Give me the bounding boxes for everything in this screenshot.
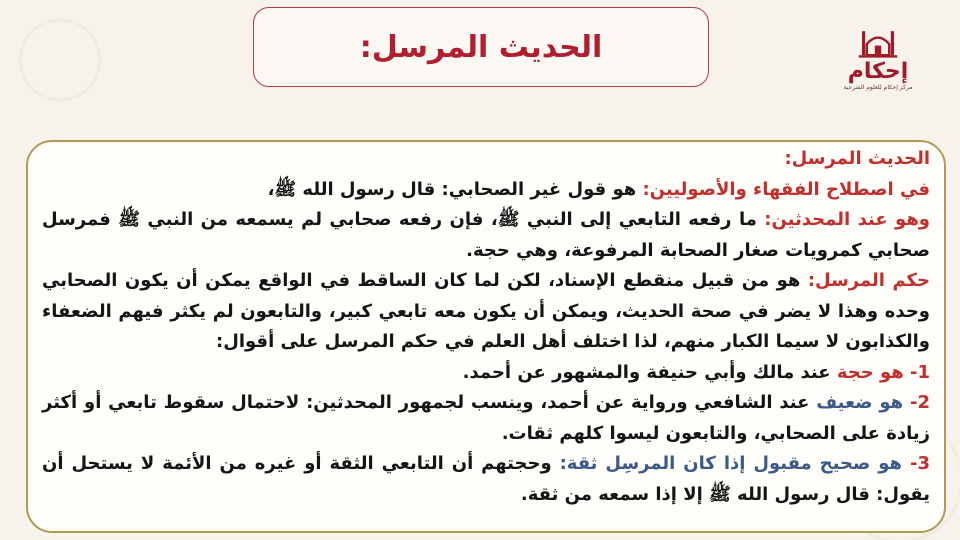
paragraph-2 xyxy=(42,205,930,266)
p1-label: في اصطلاح الفقهاء والأصوليين: xyxy=(642,178,930,200)
logo-mosque-icon xyxy=(850,28,906,60)
list-item-2 xyxy=(42,388,930,449)
item1-text: عند مالك وأبي حنيفة والمشهور عن أحمد. xyxy=(462,361,837,383)
list-item-3 xyxy=(42,449,930,510)
item2-text: عند الشافعي ورواية عن أحمد، وينسب لجمهور المحدثين: لاحتمال سقوط تابعي أو أكثر زيادة على الصحابي، والتابعون ليسوا كلهم ثقات. xyxy=(42,392,930,444)
logo-subtitle: مركز إحكام للعلوم الشرعية xyxy=(843,84,913,91)
p3-text: هو من قبيل منقطع الإسناد، لكن لما كان الساقط في الواقع يمكن أن يكون الصحابي وحده وهذا لا يضر في صحة الحديث، ويمكن أن يكون معه تابعي كبير، والتابعون لم يكثر فيهم الضعفاء والكذابون لا سيما الكبار منهم، لذا اختلف أهل العلم في حكم المرسل على أقوال: xyxy=(42,270,930,352)
item1-number: 1- xyxy=(903,361,930,383)
list-item-1 xyxy=(42,358,930,389)
paragraph-1 xyxy=(42,175,930,206)
item3-number: 3- xyxy=(902,453,930,474)
page-title: الحديث المرسل: xyxy=(359,29,603,65)
paragraph-3 xyxy=(42,266,930,358)
item2-label: هو ضعيف xyxy=(816,392,904,413)
p1-text: هو قول غير الصحابي: قال رسول الله ﷺ، xyxy=(267,178,643,200)
item1-label: هو حجة xyxy=(836,361,904,383)
item3-text: وحجتهم أن التابعي الثقة أو غيره من الأئمة لا يستحل أن يقول: قال رسول الله ﷺ إلا إذا سمعه من ثقة. xyxy=(42,453,930,505)
p3-label: حكم المرسل: xyxy=(807,270,930,291)
content-heading: الحديث المرسل: xyxy=(784,148,930,169)
content-box xyxy=(26,140,946,533)
item2-number: 2- xyxy=(903,392,930,413)
p2-text: ما رفعه التابعي إلى النبي ﷺ، فإن رفعه صحابي لم يسمعه من النبي ﷺ فمرسل صحابي كمرويات صغار الصحابة المرفوعة، وهي حجة. xyxy=(42,209,930,261)
logo xyxy=(843,28,913,92)
title-box xyxy=(253,7,709,87)
p2-label: وهو عند المحدثين: xyxy=(764,209,930,230)
logo-name: إحكام xyxy=(847,59,909,84)
content-text xyxy=(42,144,930,510)
item3-label: هو صحيح مقبول إذا كان المرسِل ثقة: xyxy=(559,453,903,474)
